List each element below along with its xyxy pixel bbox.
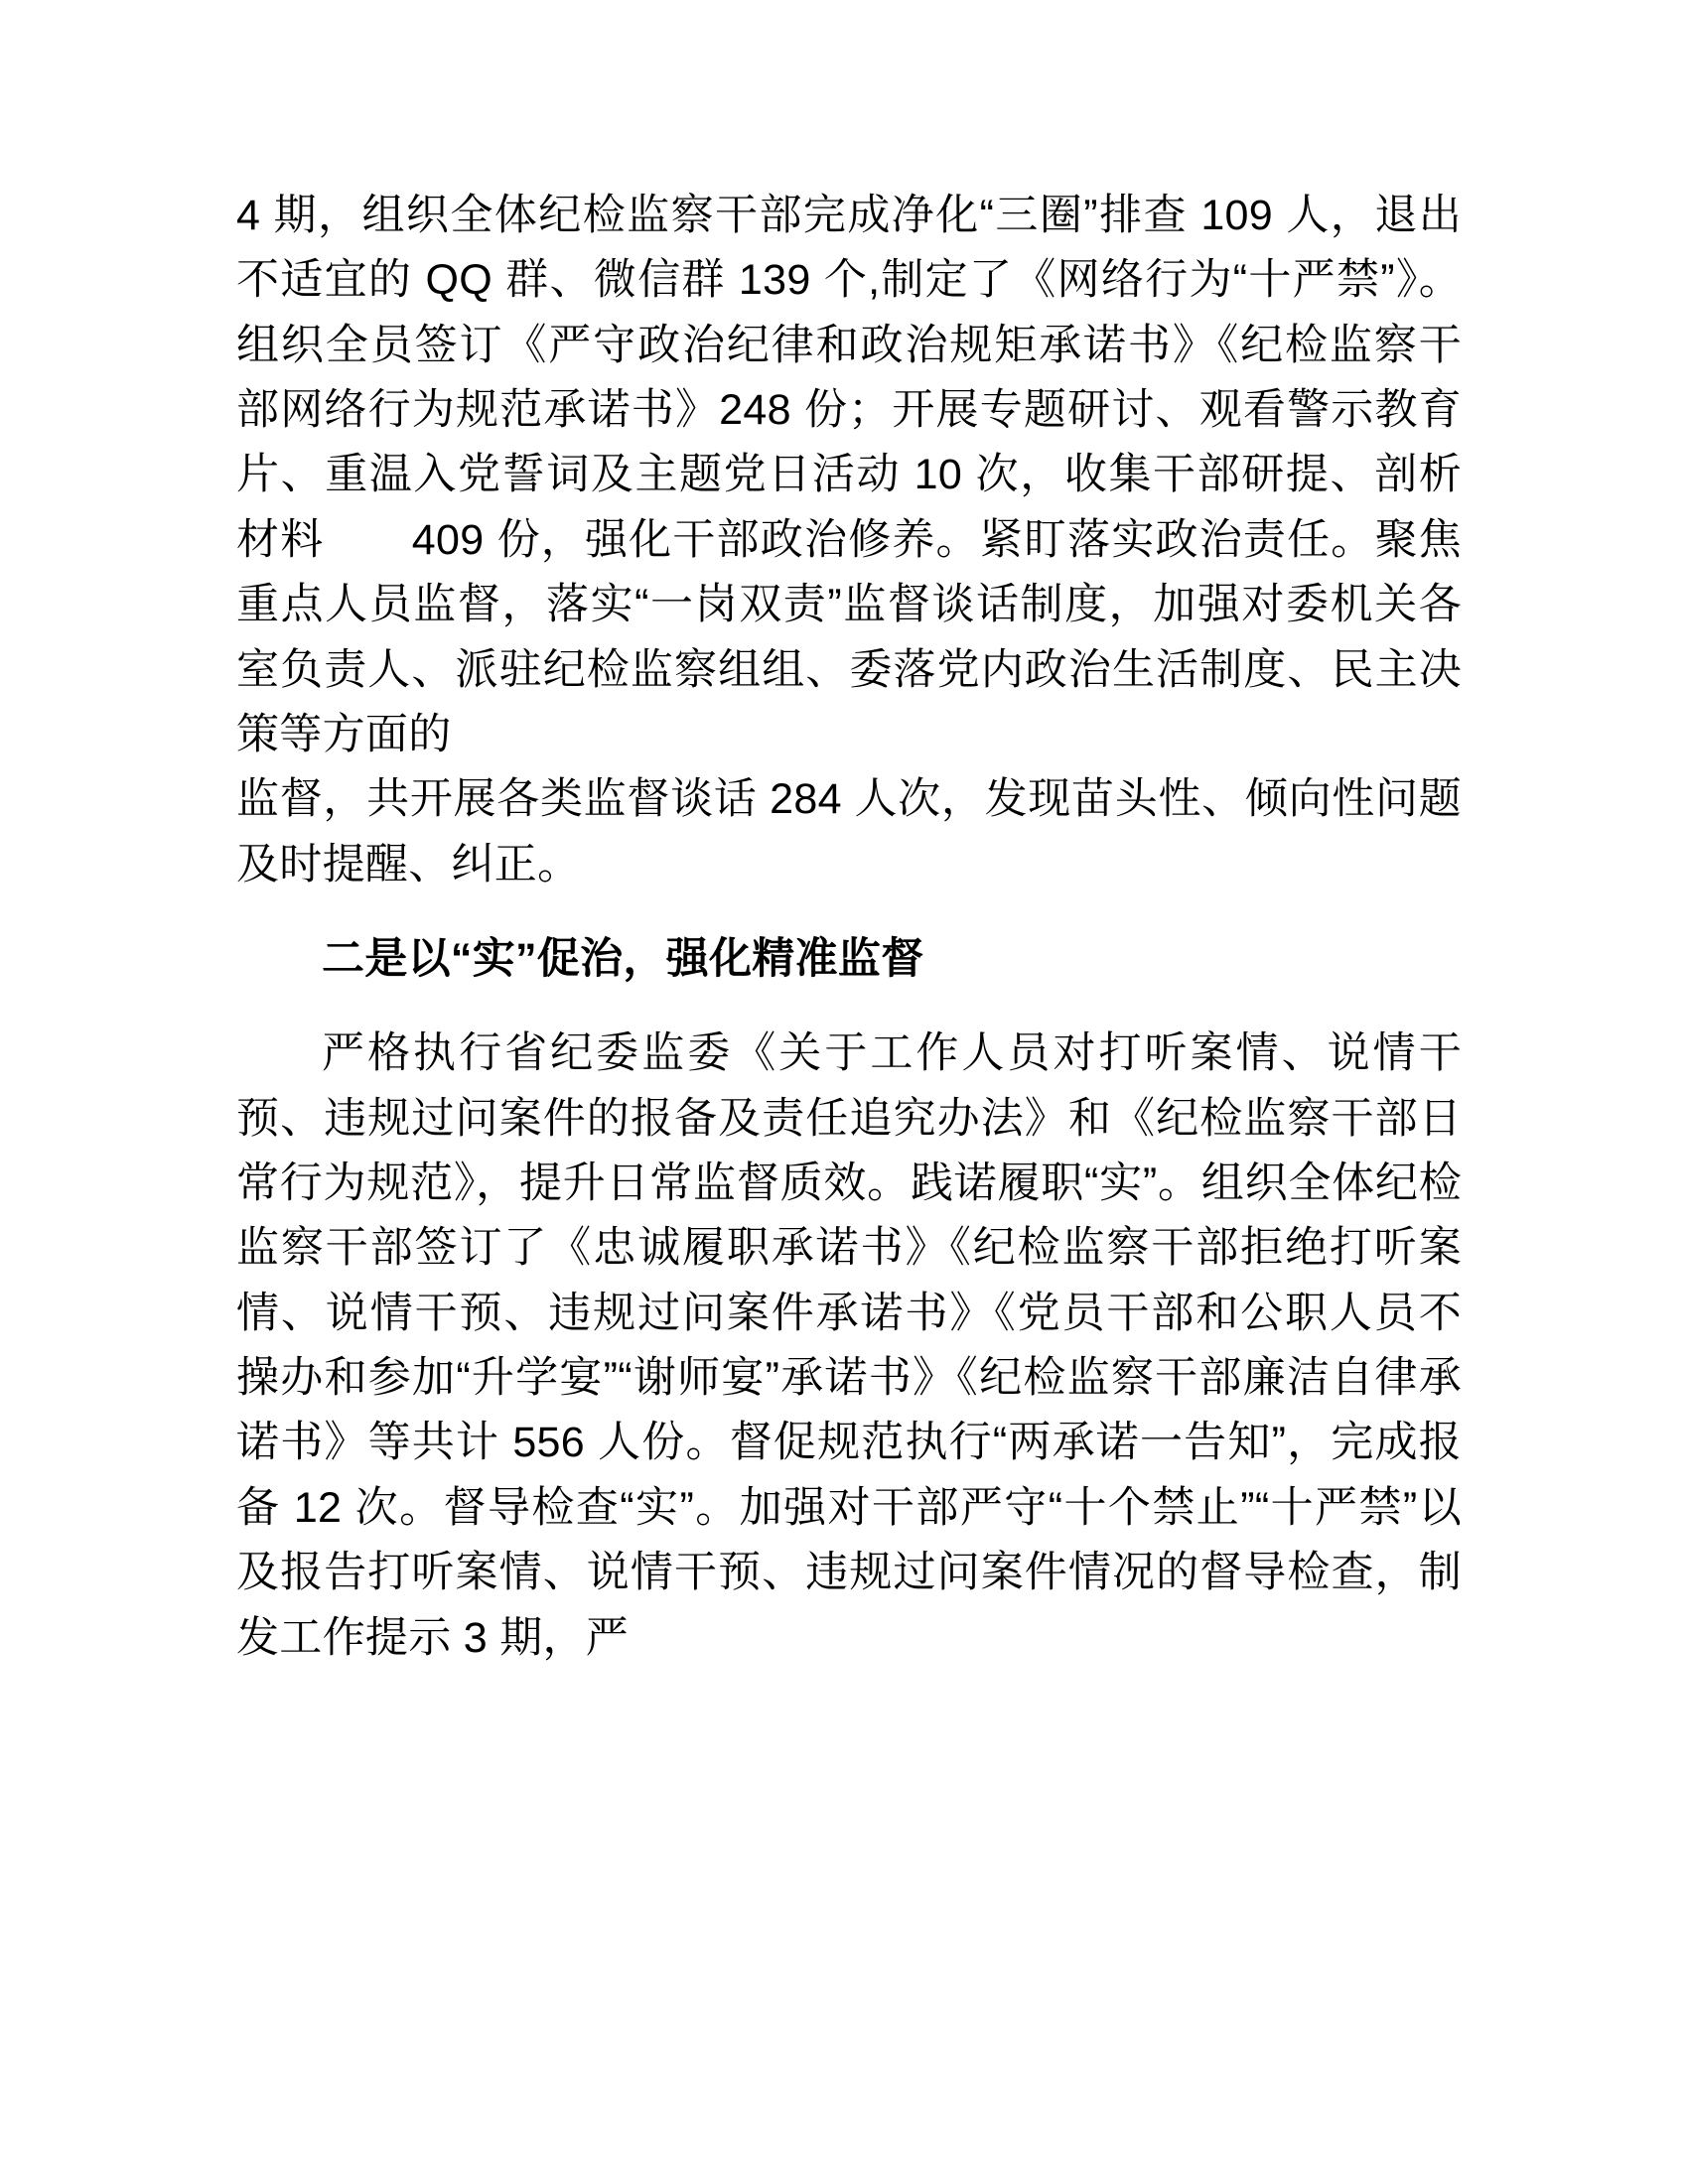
paragraph-continuation-top: 4 期，组织全体纪检监察干部完成净化“三圈”排查 109 人，退出不适宜的 QQ 群、微信群 139 个,制定了《网络行为“十严禁”》。组织全员签订《严守政治纪律和政治规矩承诺书》《纪检监察干部网络行为规范承诺书》248 份；开展专题研讨、观看警示教育片、重温入党誓词及主题党日活动 10 次，收集干部研提、剖析材料 409 份，强化干部政治修养。紧盯落实政治责任。聚焦重点人员监督，落实“一岗双责”监督谈话制度，加强对委机关各室负责人、派驻纪检监察组组、委落党内政治生活制度、民主决策等方面的 — [236, 192, 1462, 758]
document-body — [236, 184, 1462, 1671]
paragraph-supervision-talks: 监督，共开展各类监督谈话 284 人次，发现苗头性、倾向性问题及时提醒、纠正。 — [236, 775, 1462, 888]
paragraph-strict-execution: 严格执行省纪委监委《关于工作人员对打听案情、说情干预、违规过问案件的报备及责任追究办法》和《纪检监察干部日常行为规范》，提升日常监督质效。践诺履职“实”。组织全体纪检监察干部签订了《忠诚履职承诺书》《纪检监察干部拒绝打听案情、说情干预、违规过问案件承诺书》《党员干部和公职人员不操办和参加“升学宴”“谢师宴”承诺书》《纪检监察干部廉洁自律承诺书》等共计 556 人份。督促规范执行“两承诺一告知”，完成报备 12 次。督导检查“实”。加强对干部严守“十个禁止”“十严禁”以及报告打听案情、说情干预、违规过问案件情况的督导检查，制发工作提示 3 期，严 — [236, 1029, 1462, 1662]
section-heading-two: 二是以“实”促治，强化精准监督 — [322, 934, 924, 983]
